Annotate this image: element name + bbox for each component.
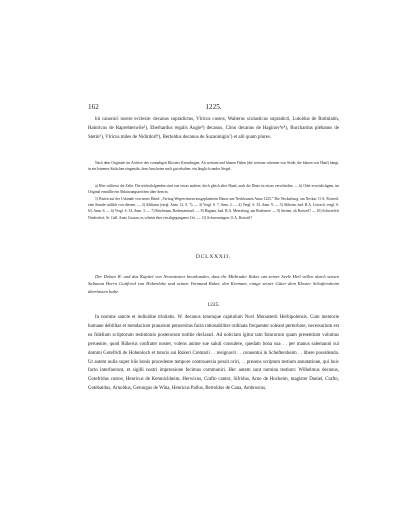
numbered-footnotes-text: 1) Bisten auf der Urkunde von neuer Hand: „Vertrag Wegen einem ausgeplatterten Hause ane Neckhausen Anno 1225." Die Neckarburg, am Neckar, O.A. Rotweil, eine Stunde südlich von diesem. — 2) Altthann (vergl. Anm. 12, S. 7). — 3) Vergl. S. 7, Anm. 2. — 4) Vergl. S. 33, Anm. 9. — 5) Altheim, bad. B.A. Lörrach, vergl. S. 63, Anm. 6. — 6) Vergl. S. 33, Anm. 3. — 7) Reichenau, Bodenseeinsel. — 8) Hagnau, bad. B.A. Meersburg, am Bodensee. — 9) Stetten, ob Rotweil? — 10) Schwerlich Niederdorf, St. Gall. Amts Gossau, es scheint eher ein abgegangener Ort. — 11) Schwenningen, O.A. Rotweil? [88, 197, 339, 220]
running-header [88, 103, 339, 113]
page-number: 162 [88, 103, 99, 111]
charter-text [88, 314, 339, 394]
source-note [88, 160, 339, 172]
regest-text: Der Dekan W. und das Kapitel von Neuwünster beurkunden, dass ihr Mitbruder Ruker um seiner Seele Heil willen durch seinen Salmann Herrn Gottfried von Hohenlohe und seinen Vormund Ruker, den Kremaer, einige seiner Güter dem Kloster Schaftersheim überlassen habe. [88, 273, 339, 295]
body-text-top [88, 116, 339, 143]
textual-note [88, 183, 339, 195]
regest-summary [88, 268, 339, 301]
textual-note-text: a) Hier schliesst die Zeile. Die nächstfolgenden sind von etwas anderer, doch gleich alter Hand, auch die Dinte ist etwas verschieden. — b) Oder erweislichgem, im Original ermüllte ein Abkürzungszeichen über dem m. [88, 184, 339, 195]
document-number: DCLXXXII. [195, 254, 232, 260]
charter-paragraph: In nomine sancte et indiuidue trinitatis. W. decanus totumque capitulum Novi Monasterii Herbipolensis. Cum memorie humane debilitas et mendacium prauarum peruersitas facta rationabiliter ordinata frequenter soleant perturbare, necessarium est ea fidelium scriptorum testimonio posterorum notitie declarari. Ad noticiam igitur tam futurorum quam presentium volumus peruenire, quod Rükerus confrater noster, volens anime sue saluti consulere, quedam bona sua . . per manus salemanni sui domini Gotefridi de Hohenloch et tutoris sui Rukeri Cremarii . . resignavit . . conuentui in Scheftersheim . . libere possidenda. Ut autem nulla super hiis bonis procedente tempore controuersia possit oriri, . . presens scriptum testium annotatione, qui huic facto interfuerunt, et sigilli nostri impressione fecimus communiri. Hec autem sunt nomina testium: Wilhelmus decanus, Gotefridus custos, Henricus de Kemnichheim, Herwicus, Crafto cantor, Sifridus, Arno de Hocheim, magister Daniel, Crafto, Gotebaldus, Arnoldus, Gerungus de Wina, Henricus Pallus, Bertoldus de Cana, Ambrosius, [88, 315, 339, 392]
running-year: 1225. [205, 103, 222, 111]
document-date: 1225. [207, 302, 220, 308]
source-note-text: Nach dem Originale im Archive des vormaligen Klosters Kreuzlingen. An weissen und blauen Fäden (die weissen scheinen von Seide, die blauen von Hanf) hängt, in ein leinenes Säckchen eingenäht, dem Anscheine nach gut erhalten, ein länglich rundes Siegel. [88, 161, 339, 172]
witness-list-paragraph: hii canonici nostre ecclesie: decanus supradictus, Vlricus custos, Walterus scolasticus supradicti, Lutoldus de Rotinlaim, Hainricus de Raprehteswile²), Eberhardus regalis Augie³) decanus, Côno decanus de Haginov⁴e⁴), Burchardus plebanus de Stetin⁵), Vlricus miles de Nidirdorf⁶), Bertoldus decanus de Suzaninigin⁷) et alii quam plures. [88, 117, 339, 140]
numbered-footnotes [88, 196, 339, 221]
